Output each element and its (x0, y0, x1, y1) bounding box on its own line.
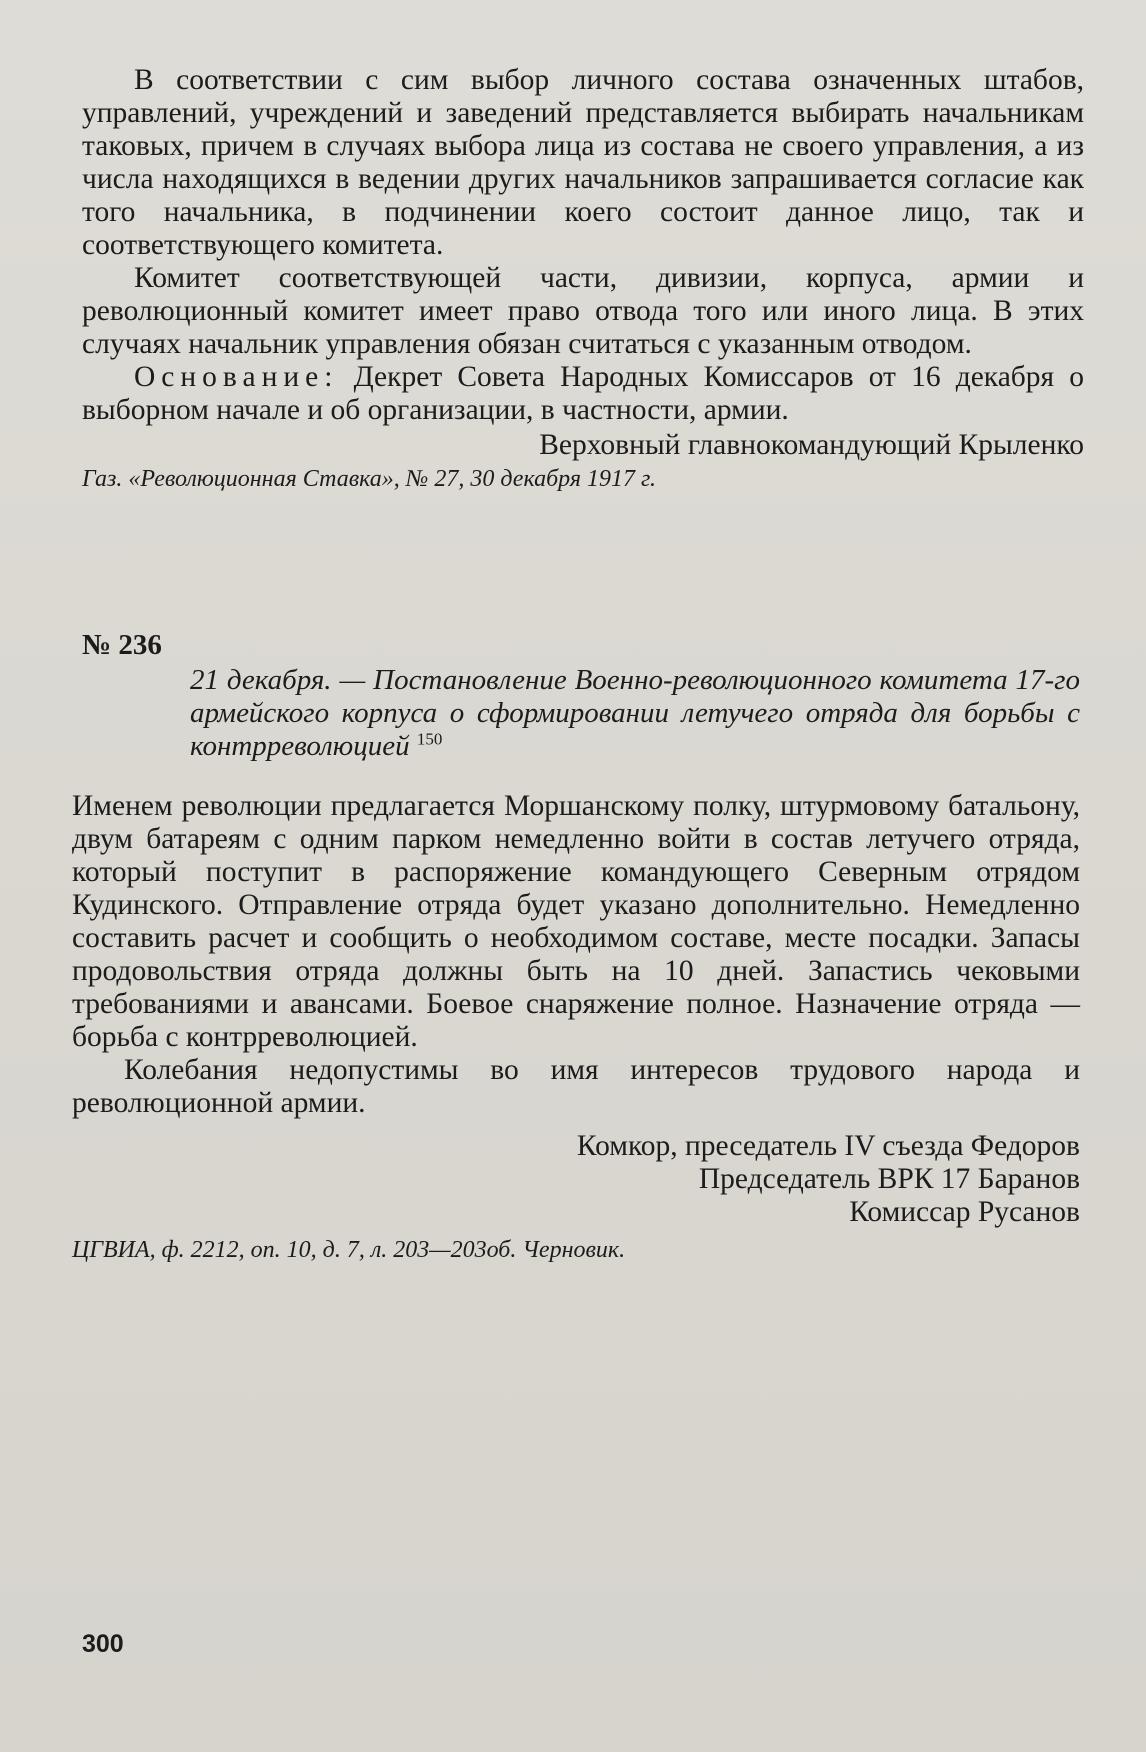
basis-text: Декрет Совета Народных Комиссаров от 16 декабря о выборном начале и об организации, в частности, армии. (82, 361, 1084, 426)
basis-label: Основание: (134, 361, 339, 393)
footnote-ref: 150 (416, 729, 443, 749)
document-number: № 236 (82, 629, 162, 661)
signatures-block (72, 1130, 1080, 1229)
document-title-text: 21 декабря. — Постановление Военно-революционного комитета 17-го армейского корпуса о сформировании летучего отряда для борьбы с контрреволюцией (190, 664, 1080, 762)
paragraph-2: Комитет соответствующей части, дивизии, корпуса, армии и революционный комитет имеет право отвода того или иного лица. В этих случаях начальник управления обязан считаться с указанным отводом. (82, 262, 1084, 360)
previous-document (82, 64, 1084, 494)
source-note-2: ЦГВИА, ф. 2212, оп. 10, д. 7, л. 203—203об. Черновик. (72, 1237, 626, 1263)
signature-rusanov: Комиссар Русанов (849, 1196, 1080, 1228)
signature-baranov: Председатель ВРК 17 Баранов (698, 1163, 1080, 1195)
page-number: 300 (82, 1630, 124, 1658)
body-paragraph-1: Именем революции предлагается Моршанскому полку, штурмовому батальону, двум батареям с одним парком немедленно войти в состав летучего отряда, который поступит в распоряжение командующего Северным отрядом Кудинского. Отправление отряда будет указано дополнительно. Немедленно составить расчет и сообщить о необходимом составе, месте посадки. Запасы продовольствия отряда должны быть на 10 дней. Запастись чековыми требованиями и авансами. Боевое снаряжение полное. Назначение отряда — борьба с контрреволюцией. (72, 790, 1080, 1053)
signature-krylenko: Верховный главнокомандующий Крыленко (539, 429, 1084, 461)
paragraph-1: В соответствии с сим выбор личного состава означенных штабов, управлений, учреждений и заведений представляется выбирать начальникам таковых, причем в случаях выбора лица из состава не своего управления, а из числа находящихся в ведении других начальников запрашивается согласие как того начальника, в подчинении коего состоит данное лицо, так и соответствующего комитета. (82, 64, 1084, 261)
body-paragraph-2: Колебания недопустимы во имя интересов трудового народа и революционной армии. (72, 1054, 1080, 1119)
signature-fedorov: Комкор, преседатель IV съезда Федоров (576, 1130, 1080, 1162)
document-body (72, 790, 1080, 1265)
basis-paragraph (82, 361, 1084, 427)
source-note-1: Газ. «Революционная Ставка», № 27, 30 декабря 1917 г. (82, 466, 657, 492)
document-title (190, 664, 1080, 763)
